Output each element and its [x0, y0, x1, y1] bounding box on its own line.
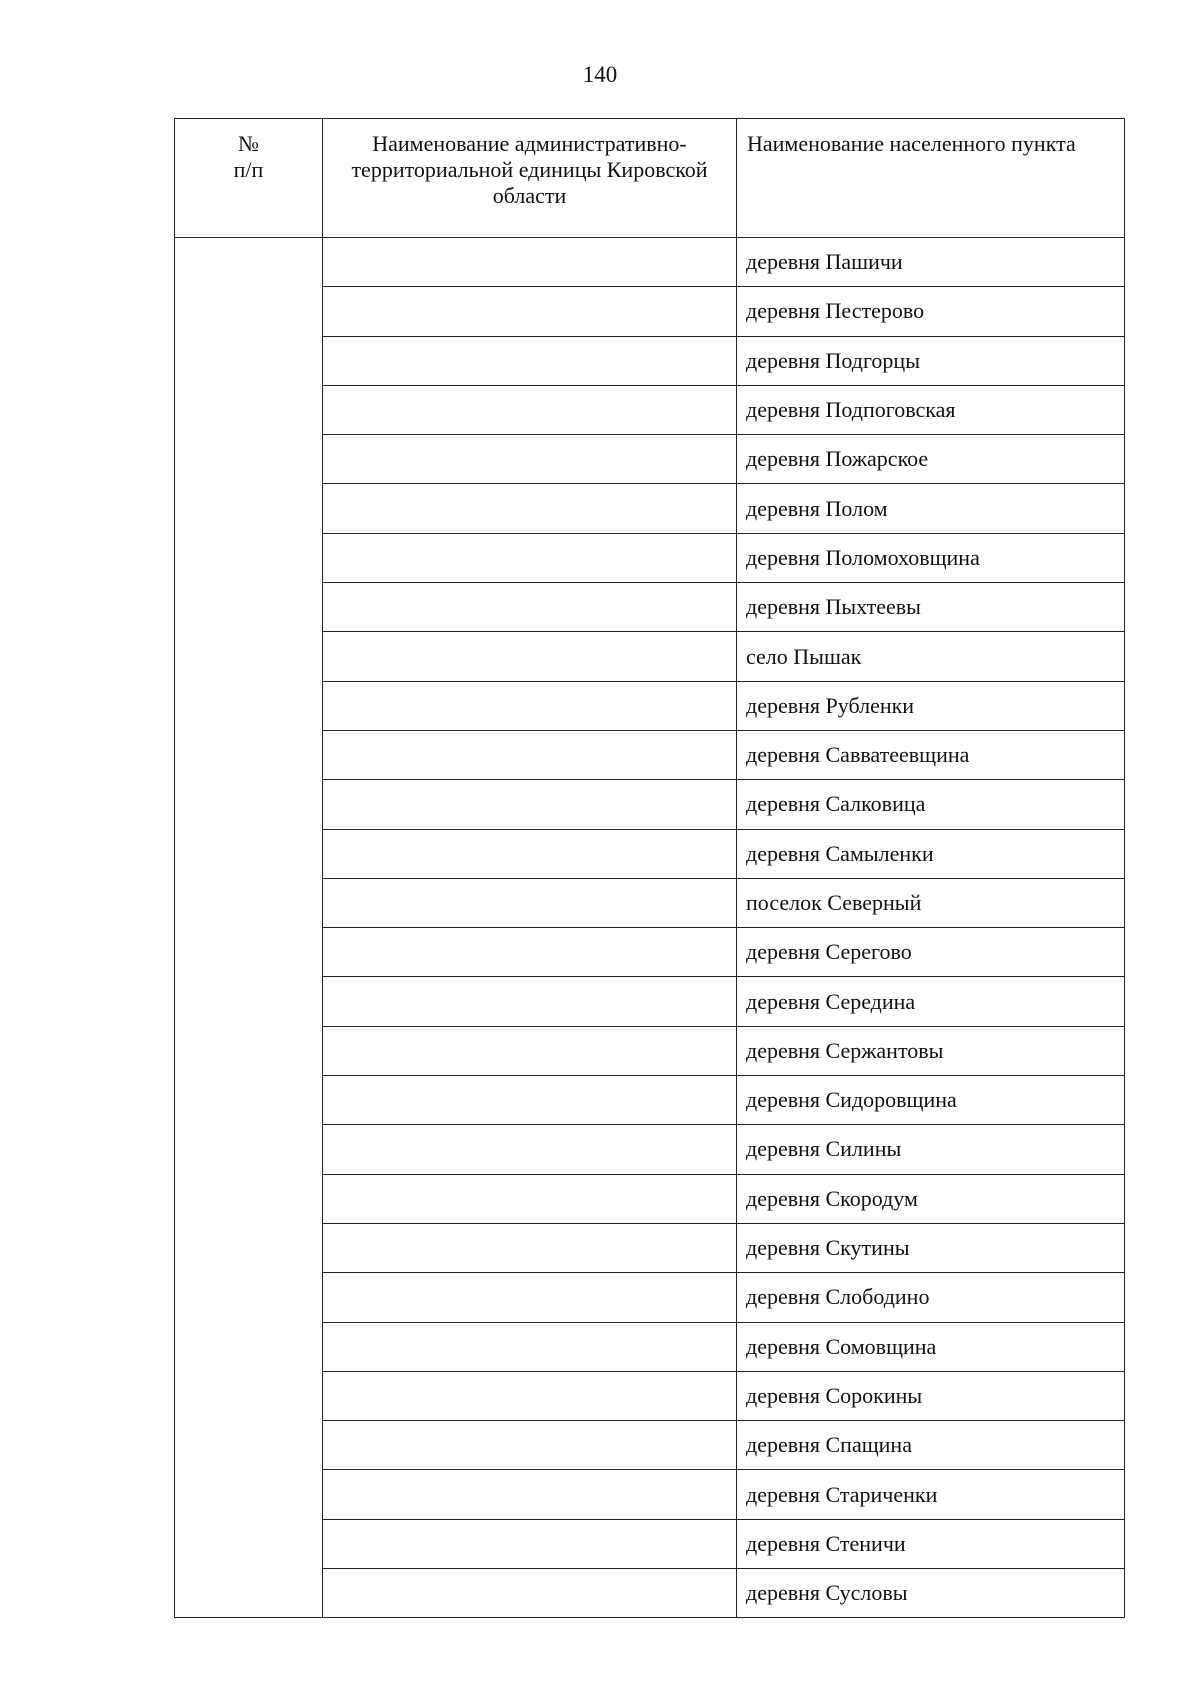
settlement-name: деревня Полом: [737, 484, 1125, 533]
header-number-text: № п/п: [233, 131, 264, 182]
settlement-name: деревня Сержантовы: [737, 1026, 1125, 1075]
header-unit: [323, 119, 737, 238]
settlement-name: деревня Скутины: [737, 1223, 1125, 1272]
page-number: 140: [582, 62, 618, 87]
settlement-name: село Пышак: [737, 632, 1125, 681]
settlement-name: деревня Пашичи: [737, 238, 1125, 287]
unit-cell: [323, 681, 737, 730]
table-row: [175, 238, 1125, 287]
header-row: [175, 119, 1125, 238]
unit-cell: [323, 336, 737, 385]
unit-cell: [323, 632, 737, 681]
unit-cell: [323, 533, 737, 582]
settlement-name: деревня Пожарское: [737, 435, 1125, 484]
unit-cell: [323, 1076, 737, 1125]
settlement-name: деревня Слободино: [737, 1273, 1125, 1322]
unit-cell: [323, 287, 737, 336]
number-cell: [175, 238, 323, 1618]
unit-cell: [323, 385, 737, 434]
unit-cell: [323, 1273, 737, 1322]
table-body: [175, 238, 1125, 1618]
unit-cell: [323, 878, 737, 927]
unit-cell: [323, 1223, 737, 1272]
unit-cell: [323, 977, 737, 1026]
unit-cell: [323, 928, 737, 977]
settlement-name: деревня Сусловы: [737, 1569, 1125, 1618]
settlement-name: деревня Скородум: [737, 1174, 1125, 1223]
settlement-name: деревня Серегово: [737, 928, 1125, 977]
settlement-name: деревня Середина: [737, 977, 1125, 1026]
unit-cell: [323, 1519, 737, 1568]
settlement-name: деревня Поломоховщина: [737, 533, 1125, 582]
settlement-name: деревня Савватеевщина: [737, 730, 1125, 779]
settlement-name: деревня Пестерово: [737, 287, 1125, 336]
header-number: [175, 119, 323, 238]
unit-cell: [323, 238, 737, 287]
unit-cell: [323, 1174, 737, 1223]
settlement-name: деревня Подгорцы: [737, 336, 1125, 385]
unit-cell: [323, 1371, 737, 1420]
settlements-table: [174, 118, 1125, 1618]
unit-cell: [323, 1569, 737, 1618]
unit-cell: [323, 435, 737, 484]
settlement-name: деревня Стеничи: [737, 1519, 1125, 1568]
unit-cell: [323, 1125, 737, 1174]
header-settlement-text: Наименование населенного пункта: [747, 131, 1076, 156]
settlement-name: деревня Салковица: [737, 780, 1125, 829]
unit-cell: [323, 583, 737, 632]
settlement-name: деревня Пыхтеевы: [737, 583, 1125, 632]
header-unit-text: Наименование административно-территориальной единицы Кировской области: [351, 131, 708, 208]
settlement-name: деревня Подпоговская: [737, 385, 1125, 434]
unit-cell: [323, 1470, 737, 1519]
settlement-name: деревня Сорокины: [737, 1371, 1125, 1420]
unit-cell: [323, 484, 737, 533]
header-settlement: [737, 119, 1125, 238]
settlement-name: деревня Стариченки: [737, 1470, 1125, 1519]
unit-cell: [323, 1421, 737, 1470]
settlement-name: деревня Спащина: [737, 1421, 1125, 1470]
settlement-name: деревня Рубленки: [737, 681, 1125, 730]
unit-cell: [323, 829, 737, 878]
settlement-name: деревня Сомовщина: [737, 1322, 1125, 1371]
unit-cell: [323, 730, 737, 779]
table-header: [175, 119, 1125, 238]
unit-cell: [323, 1026, 737, 1075]
settlement-name: деревня Сидоровщина: [737, 1076, 1125, 1125]
settlement-name: поселок Северный: [737, 878, 1125, 927]
settlement-name: деревня Силины: [737, 1125, 1125, 1174]
unit-cell: [323, 780, 737, 829]
unit-cell: [323, 1322, 737, 1371]
settlement-name: деревня Самыленки: [737, 829, 1125, 878]
